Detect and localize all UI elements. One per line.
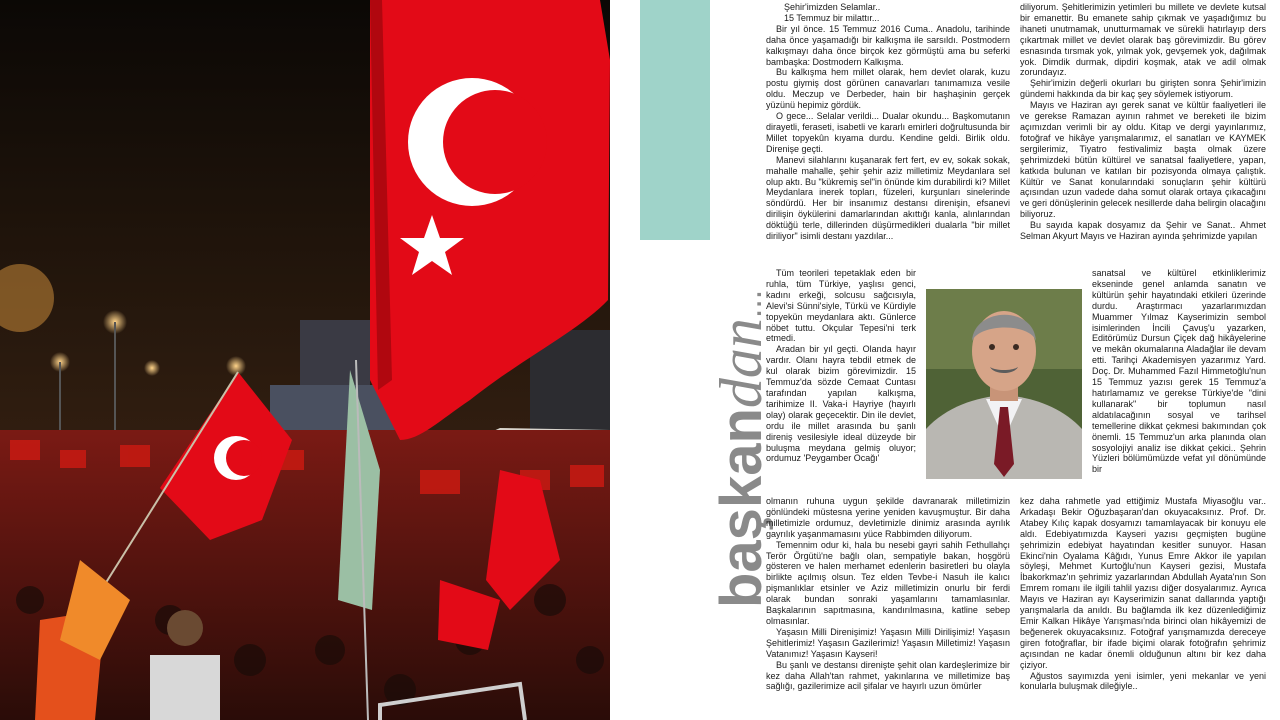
column-2-bottom xyxy=(1020,496,1266,692)
column-2-top xyxy=(1020,2,1266,242)
paragraph: Şehir'imizden Selamlar.. xyxy=(784,2,881,12)
paragraph: Mayıs ve Haziran ayı gerek sanat ve kültür faaliyetleri ile ve gerekse Ramazan ayının rahmet ve bereketi ile bizim açımızdan verimli bir ay oldu. Kitap ve dergi yayınlarımız, fotoğraf ve hikâye yarışmalarımız, el sanatları ve KAYMEK sergilerimiz, Tiyatro festivalimiz başta olmak üzere şehrimizdeki bütün kültürel ve sanatsal faaliyetlere, yapan, katkıda bulunan ve katılan bir pozisyonda olmaya çalıştık. Kültür ve Sanat konularındaki sonuçların şehir kültürü açısından uzun vadede daha somut olarak ortaya çıkacağını ve geri dönüşlerinin gelecek nesillerde daha belirgin olacağını biliyoruz. xyxy=(1020,100,1266,220)
paragraph: Ağustos sayımızda yeni isimler, yeni mekanlar ve yeni konularla buluşmak dileğiyle.. xyxy=(1020,670,1266,692)
paragraph: Manevi silahlarını kuşanarak fert fert, ev ev, sokak sokak, mahalle mahalle, şehir şehir aziz milletimiz Meydanlara sel olup aktı. Bu "kükremiş sel"in önünde kim durabilirdi ki? Millet Meydanlara inerek topları, füzeleri, kurşunları sinelerinde söndürdü. Her bir insanımız destansı direnişin, efsanevi dirilişin öykülerini damarlarından akıttığı kanla, alınlarından döktüğü terle, dillerinden düşürmedikleri dualarla "bir millet diriliyor" isimli destanı yazdılar... xyxy=(766,154,1010,242)
column-1-bottom xyxy=(766,496,1010,692)
paragraph: Bir yıl önce. 15 Temmuz 2016 Cuma.. Anadolu, tarihinde daha önce yaşamadığı bir kalkışma ile sarsıldı. Postmodern kalkışmayı daha önce birçok kez görmüştü ama bu seferki bambaşka: Dostmodern Kalkışma. xyxy=(766,23,1010,67)
section-title-bold: başkan xyxy=(709,408,774,608)
paragraph: Aradan bir yıl geçti. Olanda hayır vardır. Olanı hayra tebdil etmek de kul olarak bizim görevimizdir. 15 Temmuz'da sözde Cemaat Cuntası tarafından yapılan kalkışma, tarihimize II. Vaka-i Hayriye (hayırlı olay) olarak geçecektir. Din ile devlet, ordu ile millet arasında bu şanlı direniş vesilesiyle ideal düzeyde bir buluşma meydana gelmiş oluyor; ordumuz 'Peygamber Ocağı' xyxy=(766,344,916,464)
paragraph: olmanın ruhuna uygun şekilde davranarak milletimizin gönlündeki müstesna yerine yeniden kavuşmuştur. Bir daha milletimizle ordumuz, devletimizle dinimiz arasında ayrılık gayrılık yaşanmamasını yüce Rabbimden diliyorum. xyxy=(766,496,1010,539)
section-title-dots: ... xyxy=(731,289,769,319)
paragraph: sanatsal ve kültürel etkinliklerimiz ekseninde genel anlamda sanatın ve kültürün şehir hayatındaki etkileri üzerinde durdu. Araştırmacı yazarlarımızdan Muammer Yılmaz Kayserimizin sembol isimlerinden İncili Çavuş'u yazarken, Editörümüz Dursun Çiçek dağ hikâyelerine ve mekân okumalarına Aladağlar ile devam etti. Tarihçi Akademisyen yazarımız Yard. Doç. Dr. Muhammed Fazıl Himmetoğlu'nun 15 Temmuz yazısı gerek 15 Temmuz'a hatırlamamız ve gerekse Türkiye'de "dini kullanarak" bir toplumun nasıl aldatılacağının sosyal ve tarihsel temellerine dikkat çekmesi bakımından çok önemli. 15 Temmuz'un arka planında olan sosyolojiyi analiz ise dikkat çekici.. Şehrin Yüzleri bölümümüzde vefat yıl dönümünde bir xyxy=(1092,268,1266,475)
paragraph: Bu şanlı ve destansı direnişte şehit olan kardeşlerimize bir kez daha Allah'tan rahmet, yakınlarına ve milletimize baş sağlığı, gazilerimize acil şifalar ve hayırlı uzun ömürler xyxy=(766,659,1010,692)
column-1-narrow xyxy=(766,268,916,464)
paragraph: diliyorum. Şehitlerimizin yetimleri bu millete ve devlete kutsal bir emanettir. Bu emanete sahip çıkmak ve yaşadığımız bu ihaneti unutmamak, unutturmamak ve sürekli hatırlayıp ders çıkartmak millet ve devlet olarak baş görevimizdir. Bu görev esnasında tırsmak yok, yılmak yok, gevşemek yok, dağılmak yok. Dimdik durmak, dipdiri koşmak, atak ve adil olmak zorundayız. xyxy=(1020,2,1266,78)
paragraph: Temennim odur ki, hala bu nesebi gayri sahih Fethullahçı Terör Örgütü'ne bağlı olan, sempatiyle bakan, hoşgörü gösteren ve halen merhamet edenlerin basiretleri bu olayla birlikte açılmış olsun. Tez elden Tevbe-i Nasuh ile kalıcı pişmanlıklar etsinler ve Aziz milletimizin onurlu bir ferdi olarak bundan sonraki yaşamlarını tamamlasınlar. Başkalarının sapıtmasına, kandırılmasına, katline sebep olmasınlar. xyxy=(766,539,1010,626)
paragraph: O gece... Selalar verildi... Dualar okundu... Başkomutanın dirayetli, feraseti, isabetli ve kararlı emirleri doğrultusunda bir Millet topyekûn kıyama durdu. Kendine geldi. Birlik oldu. Direnişe geçti. xyxy=(766,111,1010,154)
paragraph: kez daha rahmetle yad ettiğimiz Mustafa Miyasoğlu var.. Arkadaşı Bekir Oğuzbaşaran'dan okuyacaksınız. Prof. Dr. Atabey Kılıç kapak dosyamızı tamamlayacak bir konuyu ele aldı. Edebiyatımızda Kayseri yazısı geçmişten bugüne şehrimizin edebiyat hayatından kesitler sunuyor. Hasan Ekinci'nin Oyalama Kâğıdı, Yunus Emre Akkor ile yapılan söyleşi, Mehmet Kurtoğlu'nun Kayseri gezisi, Mustafa İbakorkmaz'ın şehrimiz yazarlarından Abdullah Ayata'nın Son Emrem romanı ile ilgili tahlil yazısı diğer dosyalarımız. Ayrıca Mayıs ve Haziran ayı Kayserimizin sanat dallarında yaptığı yarışmalarla da anıldı. Bu bağlamda ilk kez düzenlediğimiz Emir Kalkan Hikâye Yarışması'nda birinci olan hikâyemizi de beğenerek okuyacaksınız. Fotoğraf yarışmamızda dereceye giren fotoğraflar, bir ifade biçimi olarak fotoğrafın şehrimiz açısından ne kadar önemli olduğunun altını bir kez daha çiziyor. xyxy=(1020,496,1266,670)
paragraph: Tüm teorileri tepetaklak eden bir ruhla, tüm Türkiye, yaşlısı genci, kadını erkeği, solcusu sağcısıyla, Alevi'si Sünni'siyle, Türkü ve Kürdiyle topyekün meydanlara aktı. Günlerce nöbet tuttu. Okçular Tepesi'ni terk etmedi. xyxy=(766,268,916,344)
column-1-top xyxy=(766,2,1010,242)
mayor-portrait xyxy=(926,289,1082,479)
paragraph: Yaşasın Milli Direnişimiz! Yaşasın Milli Dirilişimiz! Yaşasın Şehitlerimiz! Yaşasın Gazilerimiz! Yaşasın Milletimiz! Yaşasın Vatanımız! Yaşasın Kayseri! xyxy=(766,626,1010,659)
column-2-narrow xyxy=(1092,268,1266,475)
accent-block xyxy=(640,0,710,240)
paragraph: Bu sayıda kapak dosyamız da Şehir ve Sanat.. Ahmet Selman Akyurt Mayıs ve Haziran ayında şehrimizde yapılan xyxy=(1020,220,1266,242)
paragraph: Şehir'imizin değerli okurları bu girişten sonra Şehir'imizin gündemi hakkında da bir kaç şey söylemek istiyorum. xyxy=(1020,78,1266,100)
rally-photo xyxy=(0,0,610,720)
paragraph: Bu kalkışma hem millet olarak, hem devlet olarak, kuzu postu giymiş dost görünen canavarları tanımamıza vesile oldu. Meczup ve Derbeder, hain bir haşhaşinin gerçek yüzünü hepimiz gördük. xyxy=(766,67,1010,111)
paragraph: 15 Temmuz bir milattır... xyxy=(784,12,880,23)
section-title-italic: dan xyxy=(708,318,774,409)
